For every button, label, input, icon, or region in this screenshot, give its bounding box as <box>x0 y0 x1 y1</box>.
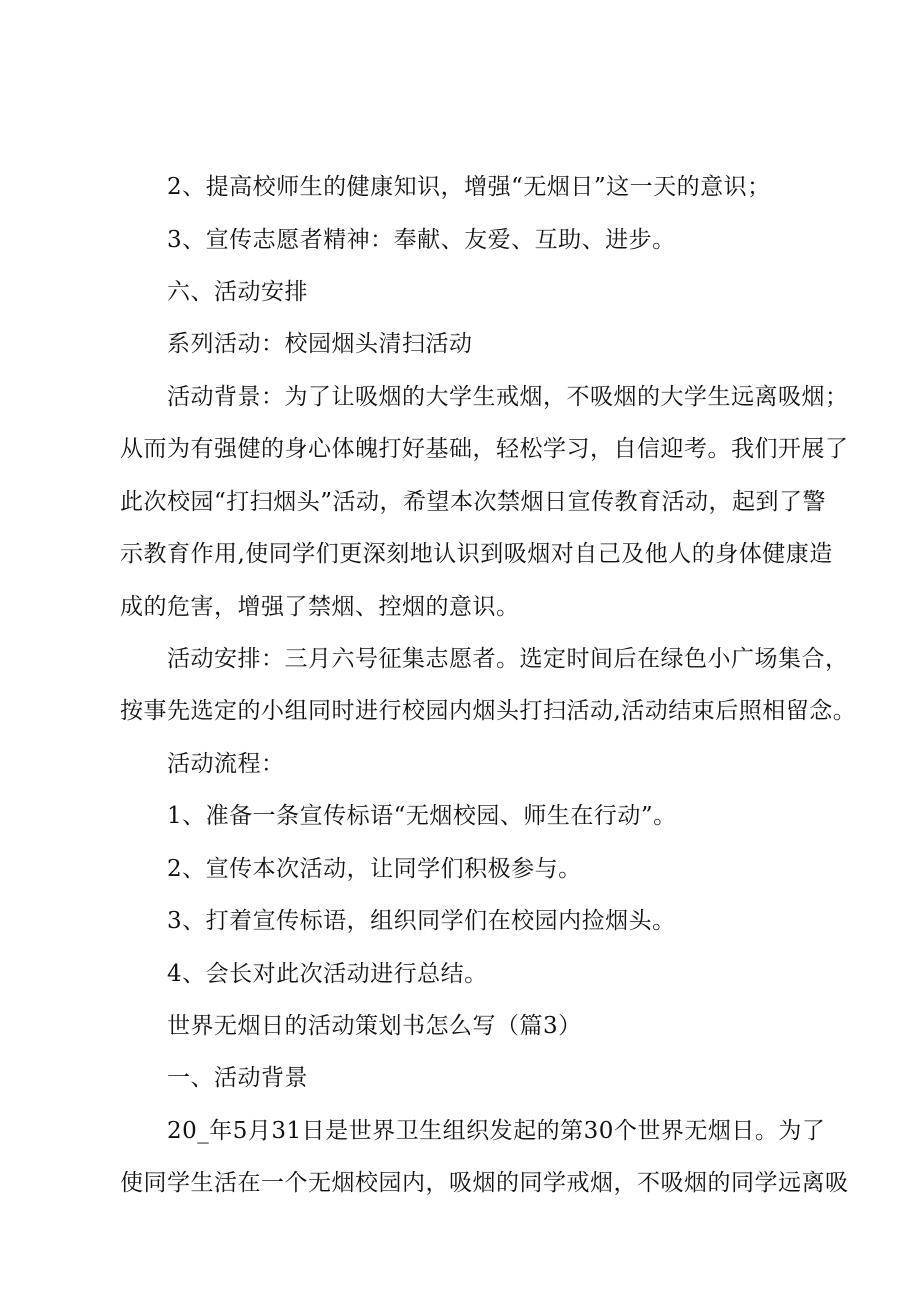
section-heading-activity-arrangement: 六、活动安排 <box>167 279 308 305</box>
section-heading-background: 一、活动背景 <box>167 1065 308 1091</box>
background-paragraph-line-4: 示教育作用,使同学们更深刻地认识到吸烟对自己及他人的身体健康造 <box>120 541 833 567</box>
objective-item-3: 3、宣传志愿者精神：奉献、友爱、互助、进步。 <box>167 227 676 253</box>
process-step-3: 3、打着宣传标语，组织同学们在校园内捡烟头。 <box>167 908 676 934</box>
background-paragraph-line-5: 成的危害，增强了禁烟、控烟的意识。 <box>120 594 520 620</box>
chapter-title: 世界无烟日的活动策划书怎么写（篇3） <box>167 1013 582 1039</box>
background-paragraph-line-2: 从而为有强健的身心体魄打好基础，轻松学习，自信迎考。我们开展了 <box>120 436 849 462</box>
objective-item-2: 2、提高校师生的健康知识，增强“无烟日”这一天的意识； <box>167 174 771 200</box>
series-activity-title: 系列活动：校园烟头清扫活动 <box>167 331 473 357</box>
background-paragraph-line-3: 此次校园“打扫烟头”活动，希望本次禁烟日宣传教育活动，起到了警 <box>120 489 827 515</box>
chapter-paragraph-line-2: 使同学生活在一个无烟校园内，吸烟的同学戒烟，不吸烟的同学远离吸 <box>120 1170 849 1196</box>
process-step-2: 2、宣传本次活动，让同学们积极参与。 <box>167 856 582 882</box>
arrangement-paragraph-line-1: 活动安排：三月六号征集志愿者。选定时间后在绿色小广场集合， <box>167 646 849 672</box>
process-step-4: 4、会长对此次活动进行总结。 <box>167 961 488 987</box>
process-step-1: 1、准备一条宣传标语“无烟校园、师生在行动”。 <box>167 803 677 829</box>
background-paragraph-line-1: 活动背景：为了让吸烟的大学生戒烟，不吸烟的大学生远离吸烟； <box>167 384 849 410</box>
chapter-paragraph-line-1: 20_年5月31日是世界卫生组织发起的第30个世界无烟日。为了 <box>167 1118 826 1144</box>
arrangement-paragraph-line-2: 按事先选定的小组同时进行校园内烟头打扫活动,活动结束后照相留念。 <box>120 698 857 724</box>
process-heading: 活动流程： <box>167 751 285 777</box>
